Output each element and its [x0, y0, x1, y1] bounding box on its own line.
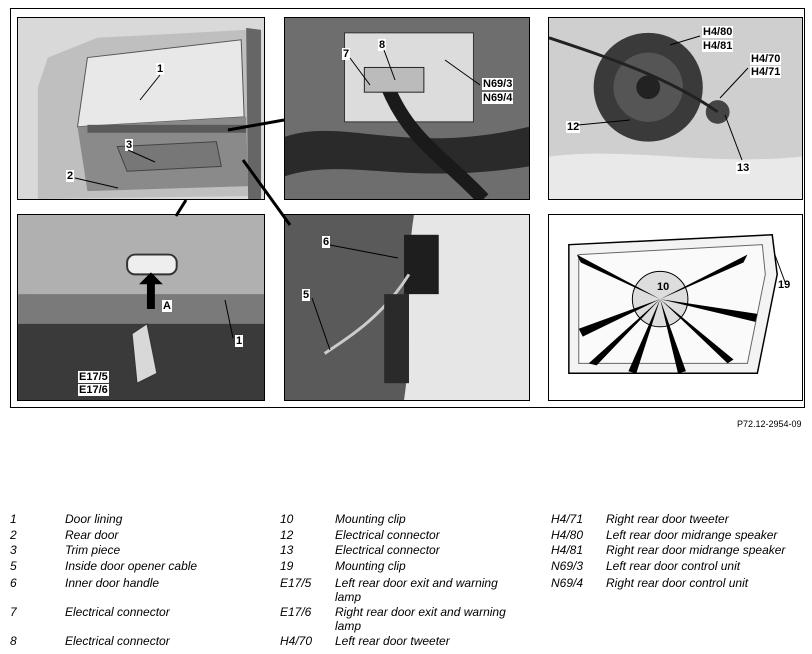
callout-10: 10 — [657, 281, 670, 293]
callout-19: 19 — [778, 279, 791, 291]
callout-2: 2 — [67, 170, 74, 182]
callout-h4-80: H4/80 — [703, 26, 733, 38]
callout-h4-70: H4/70 — [751, 53, 781, 65]
callout-n69-4: N69/4 — [483, 92, 513, 104]
callout-a: A — [163, 300, 171, 312]
callout-8: 8 — [379, 39, 386, 51]
callout-n69-3: N69/3 — [483, 78, 513, 90]
callout-h4-71: H4/71 — [751, 66, 781, 78]
callout-3: 3 — [126, 139, 133, 151]
callout-5: 5 — [303, 289, 310, 301]
callout-1: 1 — [157, 63, 164, 75]
callout-6: 6 — [323, 236, 330, 248]
callout-7: 7 — [343, 48, 350, 60]
figure-reference: P72.12-2954-09 — [737, 419, 802, 429]
legend: 1 Door lining 2 Rear door 3 Trim piece 5 Inside door opener cable 6 Inner door handle 7 Electrical connector 8 Electrical connector 10 Mounting clip 12 Electrical connector 13 Electrical connector 19 Mounting clip E17/5 Left rear door exit and warning lamp E17/6 Right rear door exit and warning lamp H4/70 Left rear door tweeter H4/71 Right rear door tweeter H4/80 Left rear door midrange speaker H4/81 Right rear door midrange speaker N69/3 Left rear door control unit N69/4 Right rear door control unit — [10, 512, 786, 648]
callout-e17-5: E17/5 — [79, 371, 108, 383]
callout-1b: 1 — [236, 335, 243, 347]
callout-12: 12 — [567, 121, 580, 133]
callout-13: 13 — [737, 162, 750, 174]
callout-h4-81: H4/81 — [703, 40, 733, 52]
callout-e17-6: E17/6 — [79, 384, 108, 396]
